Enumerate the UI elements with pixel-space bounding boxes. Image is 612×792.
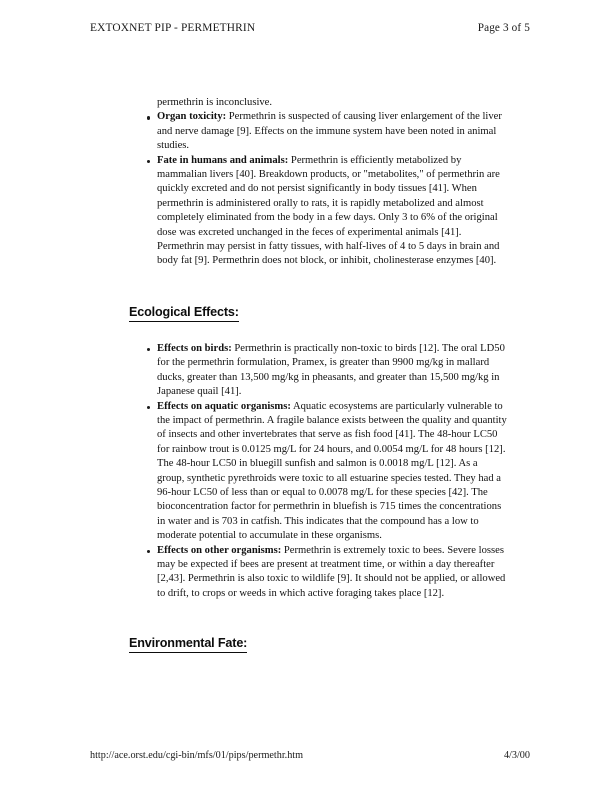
page-footer	[90, 750, 530, 761]
list-item-term: Fate in humans and animals:	[157, 154, 289, 166]
continued-paragraph: permethrin is inconclusive.	[157, 97, 273, 108]
list-item-text: Permethrin is practically non-toxic to birds [12]. The oral LD50 for the permethrin formulation, Pramex, is greater than 9900 mg/kg in mallard ducks, greater than 13,500 mg/kg in pheasants, and greater than 15,500 mg/kg in Japanese quail [41].	[157, 342, 505, 398]
list-item	[157, 154, 507, 269]
list-item	[157, 400, 507, 544]
spacer	[129, 601, 507, 634]
spacer	[129, 269, 507, 303]
heading-row-environmental-fate	[129, 634, 507, 653]
bullet-list-toxicity	[129, 110, 507, 268]
list-item-term: Effects on aquatic organisms:	[157, 400, 291, 412]
heading-row-ecological	[129, 303, 507, 322]
list-item-text: Permethrin is extremely toxic to bees. Severe losses may be expected if bees are present at treatment time, or within a day thereafter [2,43]. Permethrin is also toxic to wildlife [9]. It should not be applied, or allowed to drift, to crops or weeds in which active foraging takes place [12].	[157, 544, 506, 599]
list-item	[157, 544, 507, 602]
footer-url: http://ace.orst.edu/cgi-bin/mfs/01/pips/permethr.htm	[90, 750, 304, 761]
list-item	[157, 110, 507, 153]
list-item-text: Permethrin is suspected of causing liver enlargement of the liver and nerve damage [9]. Effects on the immune system have been noted in animal studies.	[157, 111, 502, 152]
list-item-text: Aquatic ecosystems are particularly vulnerable to the impact of permethrin. A fragile balance exists between the quality and quantity of insects and other invertebrates that serve as fish food [41]. The 48-hour LC50 for rainbow trout is 0.0125 mg/L for 24 hours, and 0.0054 mg/L for 48 hours [12]. The 48-hour LC50 in bluegill sunfish and salmon is 0.0018 mg/L [12]. As a group, synthetic pyrethroids were toxic to all estuarine species tested. They had a 96-hour LC50 of less than or equal to 0.0078 mg/L for these species [42]. The bioconcentration factor for permethrin in bluefish is 715 times the concentrations in water and is 703 in catfish. This indicates that the compound has a low to moderate potential to accumulate in these organisms.	[157, 400, 507, 542]
bullet-list-ecological-effects	[129, 342, 507, 601]
document-title: EXTOXNET PIP - PERMETHRIN	[90, 22, 256, 34]
page-number: Page 3 of 5	[477, 22, 530, 34]
section-heading-environmental-fate: Environmental Fate:	[129, 636, 247, 653]
list-item-term: Organ toxicity:	[157, 111, 227, 123]
list-item-term: Effects on birds:	[157, 342, 232, 354]
spacer	[129, 322, 507, 342]
list-item	[157, 342, 507, 400]
footer-date: 4/3/00	[503, 750, 530, 761]
list-item-term: Effects on other organisms:	[157, 544, 282, 556]
list-item-text: Permethrin is efficiently metabolized by mammalian livers [40]. Breakdown products, or "metabolites," of permethrin are quickly excreted and do not persist significantly in body tissues [41]. When permethrin is administered orally to rats, it is rapidly metabolized and almost completely eliminated from the body in a few days. Only 3 to 6% of the original dose was excreted unchanged in the feces of experimental animals [41]. Permethrin may persist in fatty tissues, with half-lives of 4 to 5 days in brain and body fat [9]. Permethrin does not block, or inhibit, cholinesterase enzymes [40].	[157, 154, 500, 267]
section-heading-ecological-effects: Ecological Effects:	[129, 305, 239, 322]
running-head	[90, 22, 530, 34]
document-body	[129, 96, 507, 653]
